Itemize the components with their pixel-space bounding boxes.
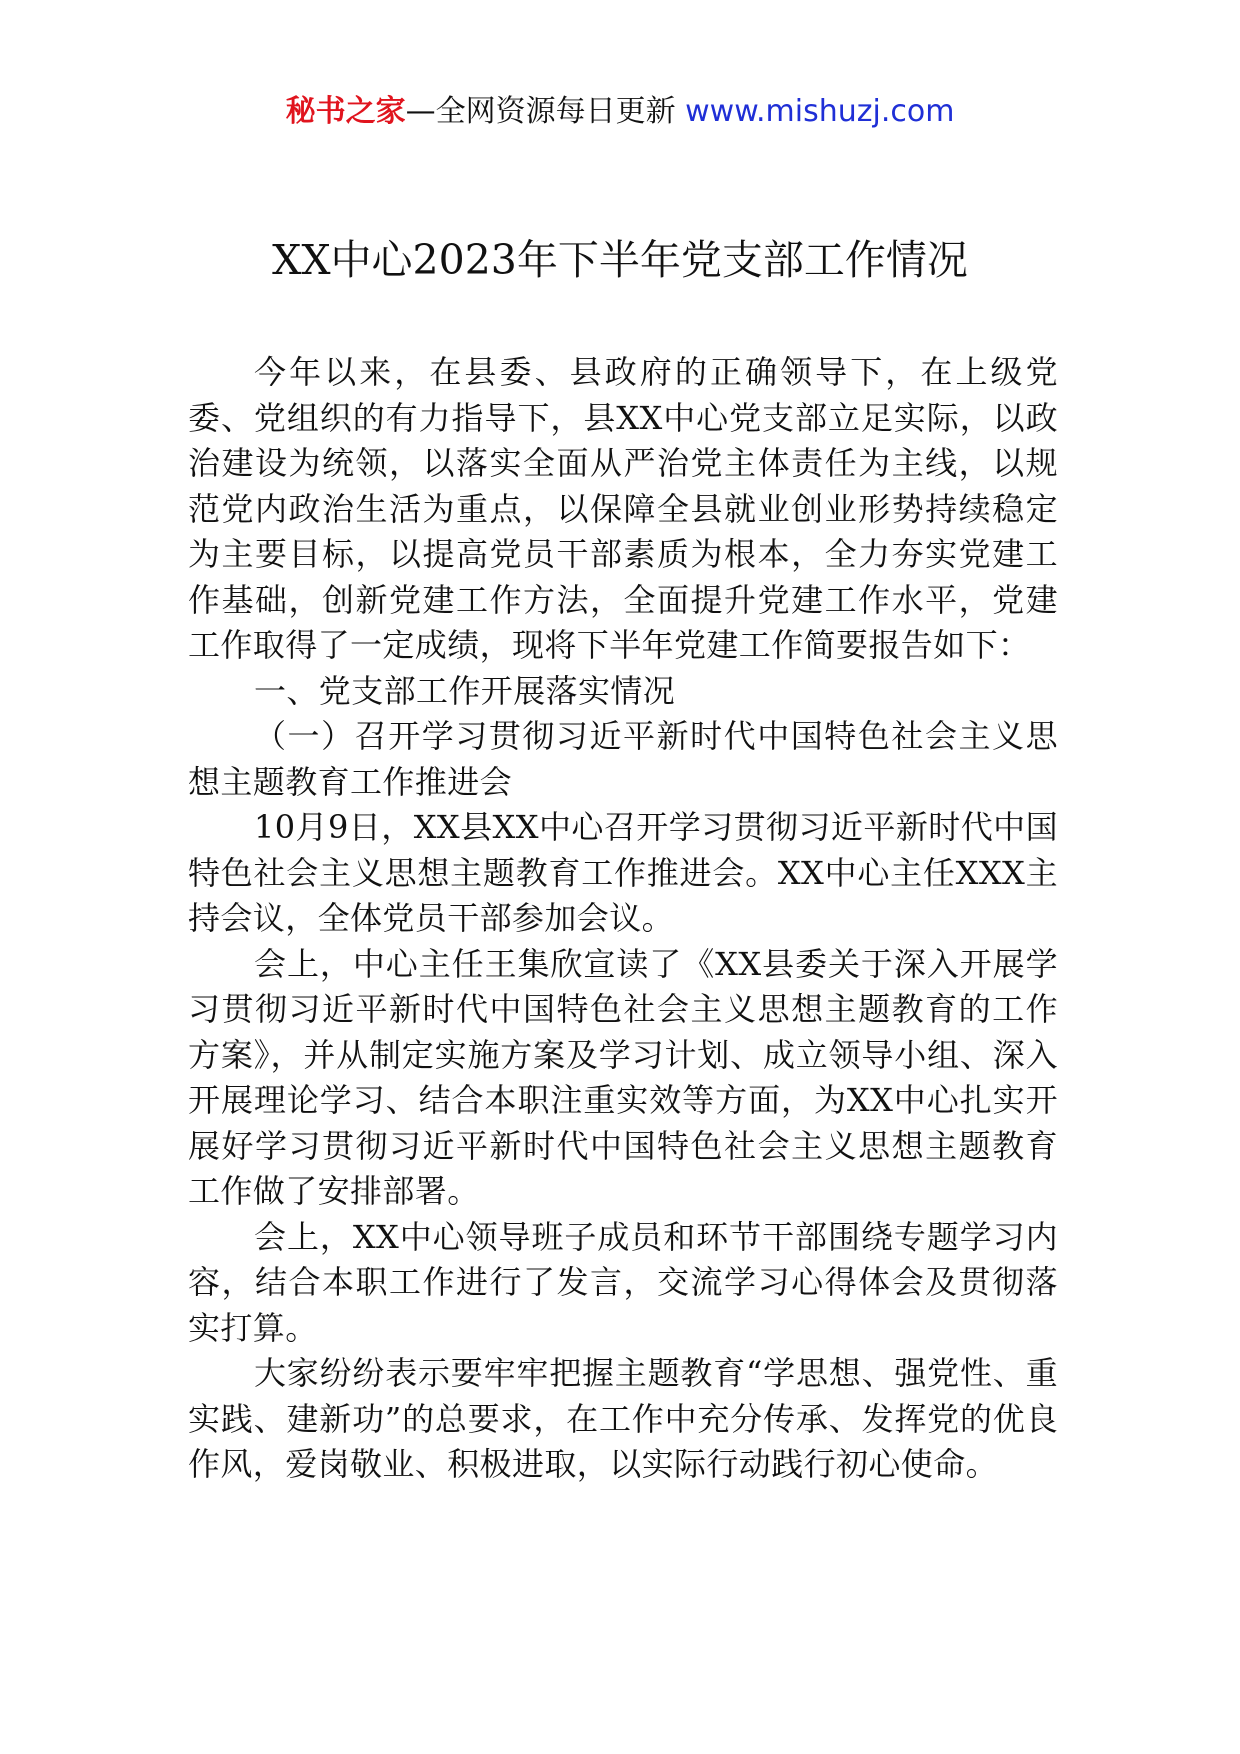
document-body — [188, 350, 1058, 1488]
intro-paragraph: 今年以来，在县委、县政府的正确领导下，在上级党委、党组织的有力指导下，县XX中心党支部立足实际，以政治建设为统领，以落实全面从严治党主体责任为主线，以规范党内政治生活为重点，以保障全县就业创业形势持续稳定为主要目标，以提高党员干部素质为根本，全力夯实党建工作基础，创新党建工作方法，全面提升党建工作水平，党建工作取得了一定成绩，现将下半年党建工作简要报告如下： — [188, 353, 1058, 664]
body-paragraph: 大家纷纷表示要牢牢把握主题教育“学思想、强党性、重实践、建新功”的总要求，在工作中充分传承、发挥党的优良作风，爱岗敬业、积极进取，以实际行动践行初心使命。 — [188, 1354, 1058, 1483]
site-url-link[interactable]: www.mishuzj.com — [685, 94, 955, 129]
document-title: XX中心2023年下半年党支部工作情况 — [272, 236, 968, 284]
body-paragraph: 会上，XX中心领导班子成员和环节干部围绕专题学习内容，结合本职工作进行了发言，交流学习心得体会及贯彻落实打算。 — [188, 1217, 1058, 1347]
site-brand: 秘书之家 — [285, 94, 406, 129]
body-paragraph: 会上，中心主任王集欣宣读了《XX县委关于深入开展学习贯彻习近平新时代中国特色社会主义思想主题教育的工作方案》，并从制定实施方案及学习计划、成立领导小组、深入开展理论学习、结合本职注重实效等方面，为XX中心扎实开展好学习贯彻习近平新时代中国特色社会主义思想主题教育工作做了安排部署。 — [188, 944, 1058, 1210]
section-heading: 一、党支部工作开展落实情况 — [254, 671, 676, 710]
body-paragraph: 10月9日，XX县XX中心召开学习贯彻习近平新时代中国特色社会主义思想主题教育工作推进会。XX中心主任XXX主持会议，全体党员干部参加会议。 — [188, 808, 1058, 937]
site-tagline: —全网资源每日更新 — [405, 94, 686, 129]
subsection-heading: （一）召开学习贯彻习近平新时代中国特色社会主义思想主题教育工作推进会 — [188, 717, 1058, 801]
site-header — [0, 92, 1240, 132]
